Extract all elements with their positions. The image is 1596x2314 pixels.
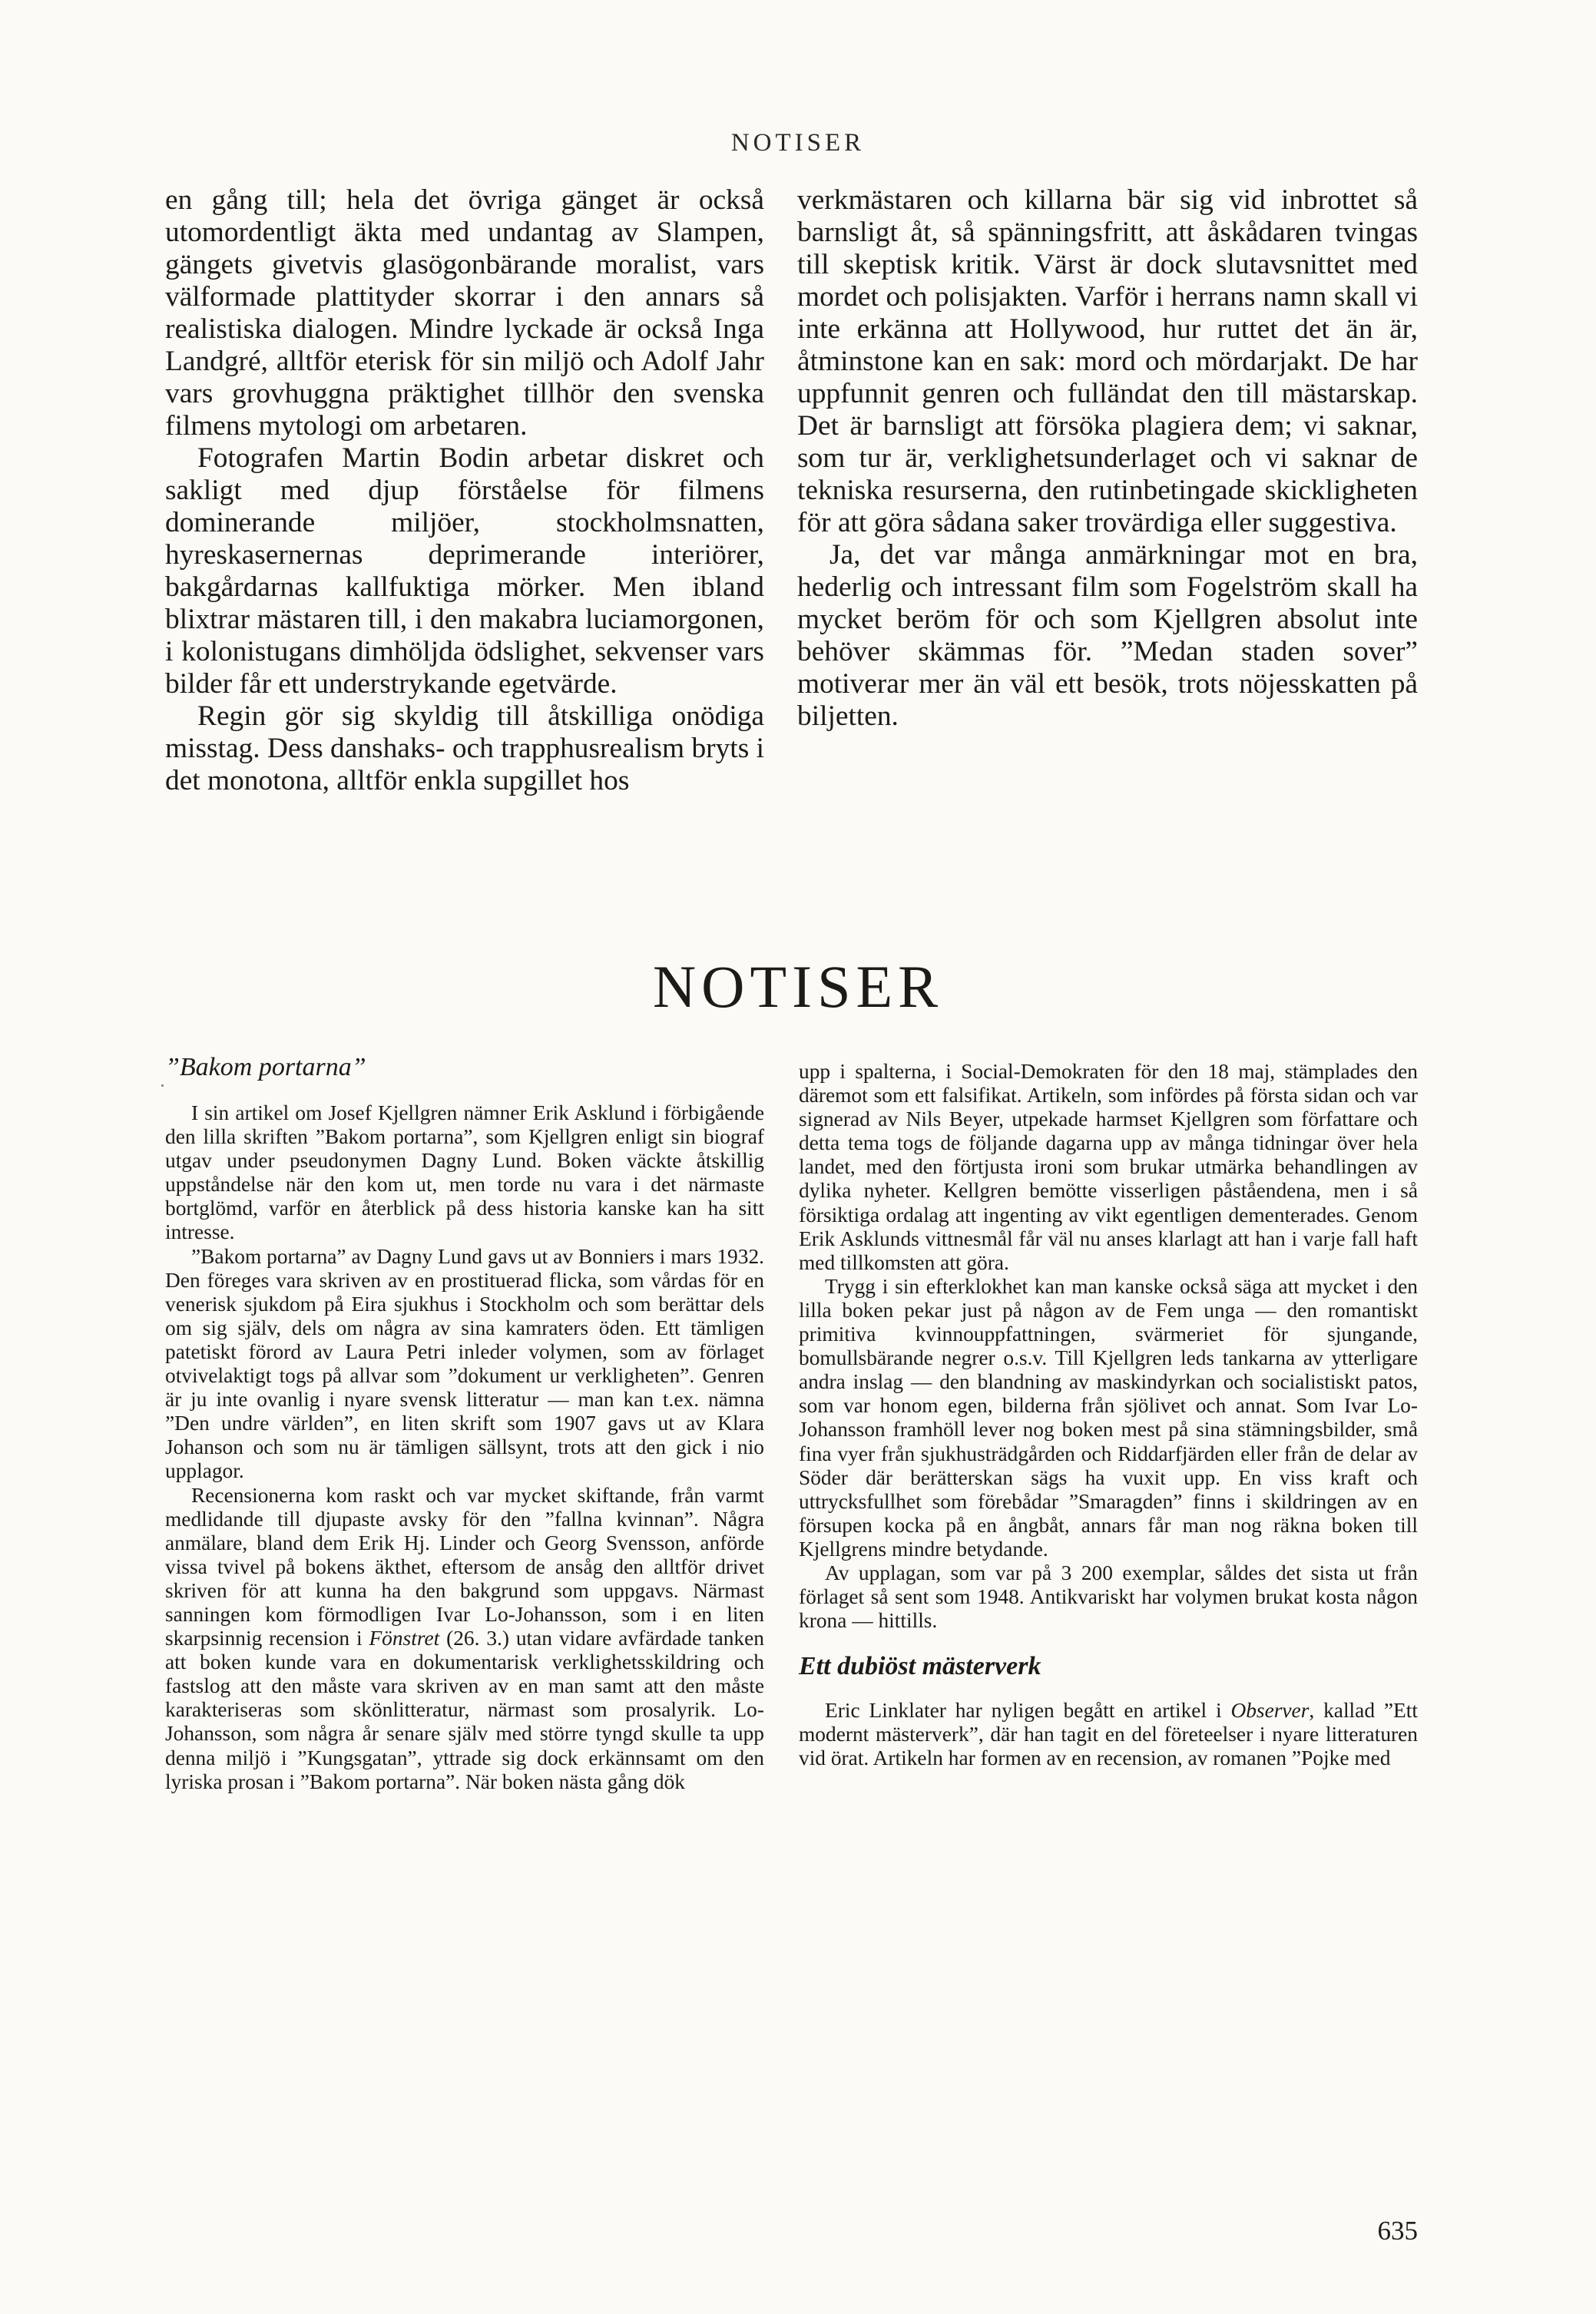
article-paragraph: Trygg i sin efterklokhet kan man kanske också säga att mycket i den lilla boken pekar just på någon av de Fem unga — den romantiskt primitiva kvinnouppfattningen, svärmeriet för sjungande, bomullsbärande negrer o.s.v. Till Kjellgren leds tankarna av ytterligare andra inslag — den blandning av maskindyrkan och socialistiskt patos, som var honom egen, bilderna från sjölivet och annat. Som Ivar Lo-Johansson framhöll lever nog boken mest på sina stämningsbilder, små fina vyer från sjukhusträdgården och Riddarfjärden eller från de delar av Söder där berätterskan sägs ha vuxit upp. En viss kraft och uttrycksfullhet som förebådar ”Smaragden” finns i skildringen av en försupen kocka på en ångbåt, annars får man nog räkna boken till Kjellgrens mindre betydande.	[799, 1274, 1418, 1561]
review-paragraph: verkmästaren och killarna bär sig vid inbrottet så barnsligt åt, så spänningsfritt, att åskådaren tvingas till skeptisk kritik. Värst är dock slutavsnittet med mordet och polisjakten. Varför i herrans namn skall vi inte erkänna att Hollywood, hur ruttet det än är, åtminstone kan en sak: mord och mördarjakt. De har uppfunnit genren och fulländat den till mästarskap. Det är barnsligt att försöka plagiera dem; vi saknar, som tur är, verklighetsunderlaget och vi saknar de tekniska resurserna, den rutinbetingade skickligheten för att göra sådana saker trovärdiga eller suggestiva.	[797, 184, 1418, 538]
article-paragraph: I sin artikel om Josef Kjellgren nämner Erik Asklund i förbigående den lilla skriften ”Bakom portarna”, som Kjellgren enligt sin biograf utgav under pseudonymen Dagny Lund. Boken väckte åtskillig uppståndelse när den kom ut, men torde nu vara i det närmaste bortglömd, varför en återblick på dess historia kanske kan ha sitt intresse.	[165, 1101, 764, 1244]
page-number: 635	[1377, 2216, 1418, 2246]
periodical-title: Observer	[1230, 1699, 1310, 1723]
section-title: NOTISER	[652, 953, 944, 1020]
review-left-column	[165, 184, 764, 797]
article-text: Recensionerna kom raskt och var mycket skiftande, från varmt medlidande till djupaste avsky för den ”fallna kvinnan”. Några anmälare, bland dem Erik Hj. Linder och Georg Svensson, anförde vissa tvivel på bokens äkthet, eftersom de ansåg den alltför drivet skriven för att kunna ha den bakgrund som uppgavs. Närmast sanningen kom förmodligen Ivar Lo-Johansson, som i en liten skarpsinnig recension i	[165, 1483, 764, 1650]
periodical-title: Fönstret	[369, 1627, 440, 1650]
review-right-column	[797, 184, 1418, 733]
article-paragraph	[165, 1484, 764, 1794]
article-paragraph: Av upplagan, som var på 3 200 exemplar, såldes det sista ut från förlaget så sent som 1948. Antikvariskt har volymen brukat kosta någon krona — hittills.	[799, 1561, 1418, 1633]
article-heading: ”Bakom portarna”	[165, 1053, 366, 1081]
margin-mark	[161, 1084, 164, 1087]
article-text: , kallad ”Ett modernt mästerverk”, där han tagit en del företeelser i nyare litteraturen vid örat. Artikeln har formen av en recension, av romanen ”Pojke med	[799, 1699, 1418, 1770]
review-paragraph: Fotografen Martin Bodin arbetar diskret och sakligt med djup förståelse för filmens dominerande miljöer, stockholmsnatten, hyreskasernernas deprimerande interiörer, bakgårdarnas kallfuktiga mörker. Men ibland blixtrar mästaren till, i den makabra luciamorgonen, i kolonistugans dimhöljda ödslighet, sekvenser vars bilder får ett understrykande egetvärde.	[165, 442, 764, 700]
review-paragraph: Regin gör sig skyldig till åtskilliga onödiga misstag. Dess danshaks- och trapphusrealism bryts i det monotona, alltför enkla supgillet hos	[165, 700, 764, 796]
article-text: Eric Linklater har nyligen begått en artikel i	[825, 1699, 1222, 1723]
article-left-column	[165, 1052, 764, 1794]
article-paragraph: ”Bakom portarna” av Dagny Lund gavs ut av Bonniers i mars 1932. Den föreges vara skriven av en prostituerad flicka, som vårdas för en venerisk sjukdom på Eira sjukhus i Stockholm och som berättar dels om sig själv, dels om några av sina kamraters öden. Ett tämligen patetiskt förord av Laura Petri inleder volymen, som av förlaget otvivelaktigt togs på allvar som ”dokument ur verkligheten”. Genren är ju inte ovanlig i nyare svensk litteratur — man kan t.ex. nämna ”Den undre världen”, en liten skrift som 1907 gavs ut av Klara Johanson och som nu är tämligen sällsynt, trots att den gick i nio upplagor.	[165, 1244, 764, 1483]
review-paragraph: Ja, det var många anmärkningar mot en bra, hederlig och intressant film som Fogelström skall ha mycket beröm för och som Kjellgren absolut inte behöver skämmas för. ”Medan staden sover” motiverar mer än väl ett besök, trots nöjesskatten på biljetten.	[797, 539, 1418, 732]
article-text: (26. 3.) utan vidare avfärdade tanken att boken kunde vara en dokumentarisk verklighetsskildring och fastslog att den måste vara skriven av en man samt att den måste karakteriseras som skönlitteratur, närmast som prosalyrik. Lo-Johansson, som några år senare själv med större tyngd skulle ta upp denna miljö i ”Kungsgatan”, yttrade sig dock erkännsamt om den lyriska prosan i ”Bakom portarna”. När boken nästa gång dök	[165, 1627, 764, 1793]
article-paragraph: upp i spalterna, i Social-Demokraten för den 18 maj, stämplades den däremot som ett falsifikat. Artikeln, som infördes på första sidan och var signerad av Nils Beyer, utpekade harmset Kjellgren som författare och detta tema togs de följande dagarna upp av många tidningar över hela landet, med den förtjusta ironi som brukar utmärka behandlingen av dylika nyheter. Kellgren bemötte visserligen påståendena, men i så försiktiga ordalag att ingenting av vikt egentligen dementerades. Genom Erik Asklunds vittnesmål får väl nu anses klarlagt att han i varje fall haft med tillkomsten att göra.	[799, 1060, 1418, 1274]
article-heading: Ett dubiöst mästerverk	[799, 1652, 1041, 1681]
running-header: NOTISER	[730, 129, 866, 157]
article-right-column	[799, 1060, 1418, 1771]
article-paragraph	[799, 1699, 1418, 1770]
review-paragraph: en gång till; hela det övriga gänget är också utomordentligt äkta med undantag av Slampen, gängets givetvis glasögonbärande moralist, vars välformade plattityder skorrar i den annars så realistiska dialogen. Mindre lyckade är också Inga Landgré, alltför eterisk för sin miljö och Adolf Jahr vars grovhuggna präktighet tillhör den svenska filmens mytologi om arbetaren.	[165, 184, 764, 442]
